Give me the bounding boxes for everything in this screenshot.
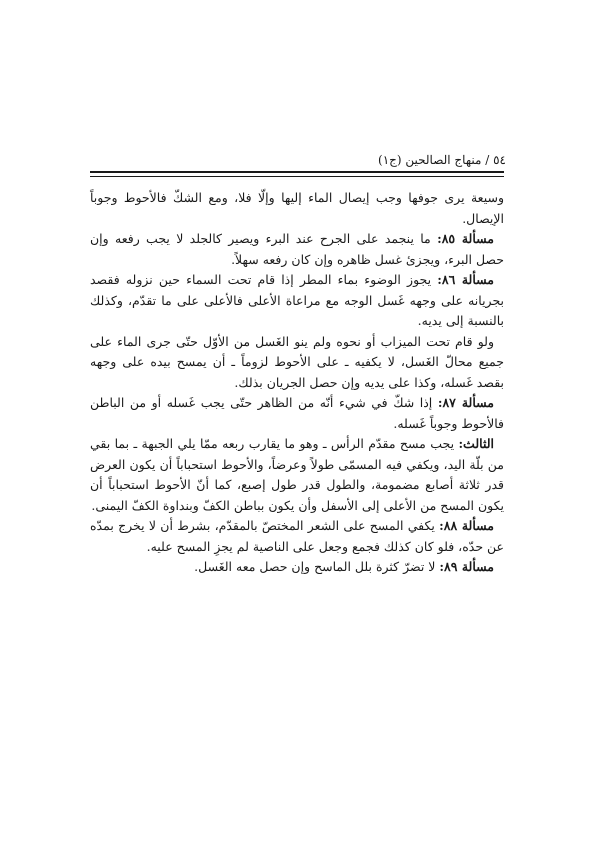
section-label: الثالث: xyxy=(458,436,494,451)
issue-label: مسألة ٨٧: xyxy=(437,395,494,410)
issue-label: مسألة ٨٦: xyxy=(437,272,494,287)
paragraph-text: ما ينجمد على الجرح عند البرء ويصير كالجلد لا يجب رفعه وإن حصل البرء، ويجزئ غسل ظاهره وإن كان رفعه سهلاً. xyxy=(90,231,504,267)
paragraph-text: إذا شكّ في شيء أنّه من الظاهر حتّى يجب غَسله أو من الباطن فالأحوط وجوباً غَسله. xyxy=(90,395,504,431)
paragraph-text: لا تضرّ كثرة بلل الماسح وإن حصل معه الغَسل. xyxy=(194,559,440,574)
paragraph-issue-85 xyxy=(90,229,504,270)
paragraph-downspout xyxy=(90,332,504,394)
book-title: منهاج الصالحين (ج١) xyxy=(378,153,482,167)
issue-label: مسألة ٨٥: xyxy=(437,231,494,246)
paragraph-third-obligation xyxy=(90,434,504,516)
paragraph-text: يكفي المسح على الشعر المختصّ بالمقدّم، بشرط أن لا يخرج بمدّه عن حدّه، فلو كان كذلك فجمع وجعل على الناصية لم يجزِ المسح عليه. xyxy=(90,518,504,554)
running-header xyxy=(92,152,506,168)
page-number: ٥٤ xyxy=(493,153,506,167)
paragraph-text: يجب مسح مقدّم الرأس ـ وهو ما يقارب ربعه ممّا يلي الجبهة ـ بما بقي من بلّة اليد، ويكفي فيه المسمّى طولاً وعرضاً، والأحوط استحباباً أن يكون العرض قدر ثلاثة أصابع مضمومة، والطول قدر طول إصبع، كما أنّ الأحوط استحباباً أن يكون المسح من الأعلى إلى الأسفل وأن يكون بباطن الكفّ وبنداوة الكفّ اليمنى. xyxy=(90,436,504,513)
header-rule-thin xyxy=(90,176,504,177)
paragraph-issue-88 xyxy=(90,516,504,557)
issue-label: مسألة ٨٩: xyxy=(439,559,494,574)
header-separator: / xyxy=(485,153,490,167)
paragraph-issue-87 xyxy=(90,393,504,434)
paragraph-text: وسيعة يرى جوفها وجب إيصال الماء إليها وإلّا فلا، ومع الشكّ فالأحوط وجوباً الإيصال. xyxy=(90,190,504,226)
paragraph-text: ولو قام تحت الميزاب أو نحوه ولم ينو الغَسل من الأوّل حتّى جرى الماء على جميع محالّ الغَسل، لا يكفيه ـ على الأحوط لزوماً ـ أن يمسح بيده على وجهه بقصد غَسله، وكذا على يديه وإن حصل الجريان بذلك. xyxy=(90,333,504,390)
paragraph-issue-89 xyxy=(90,557,504,578)
issue-label: مسألة ٨٨: xyxy=(439,518,494,533)
header-rule-thick xyxy=(90,171,504,173)
paragraph-issue-86 xyxy=(90,270,504,332)
paragraph-continuation xyxy=(90,188,504,229)
paragraph-text: يجوز الوضوء بماء المطر إذا قام تحت السماء حين نزوله فقصد بجريانه على وجهه غَسل الوجه مع مراعاة الأعلى فالأعلى على ما تقدّم، وكذلك بالنسبة إلى يديه. xyxy=(90,272,504,328)
body-text xyxy=(90,188,504,578)
